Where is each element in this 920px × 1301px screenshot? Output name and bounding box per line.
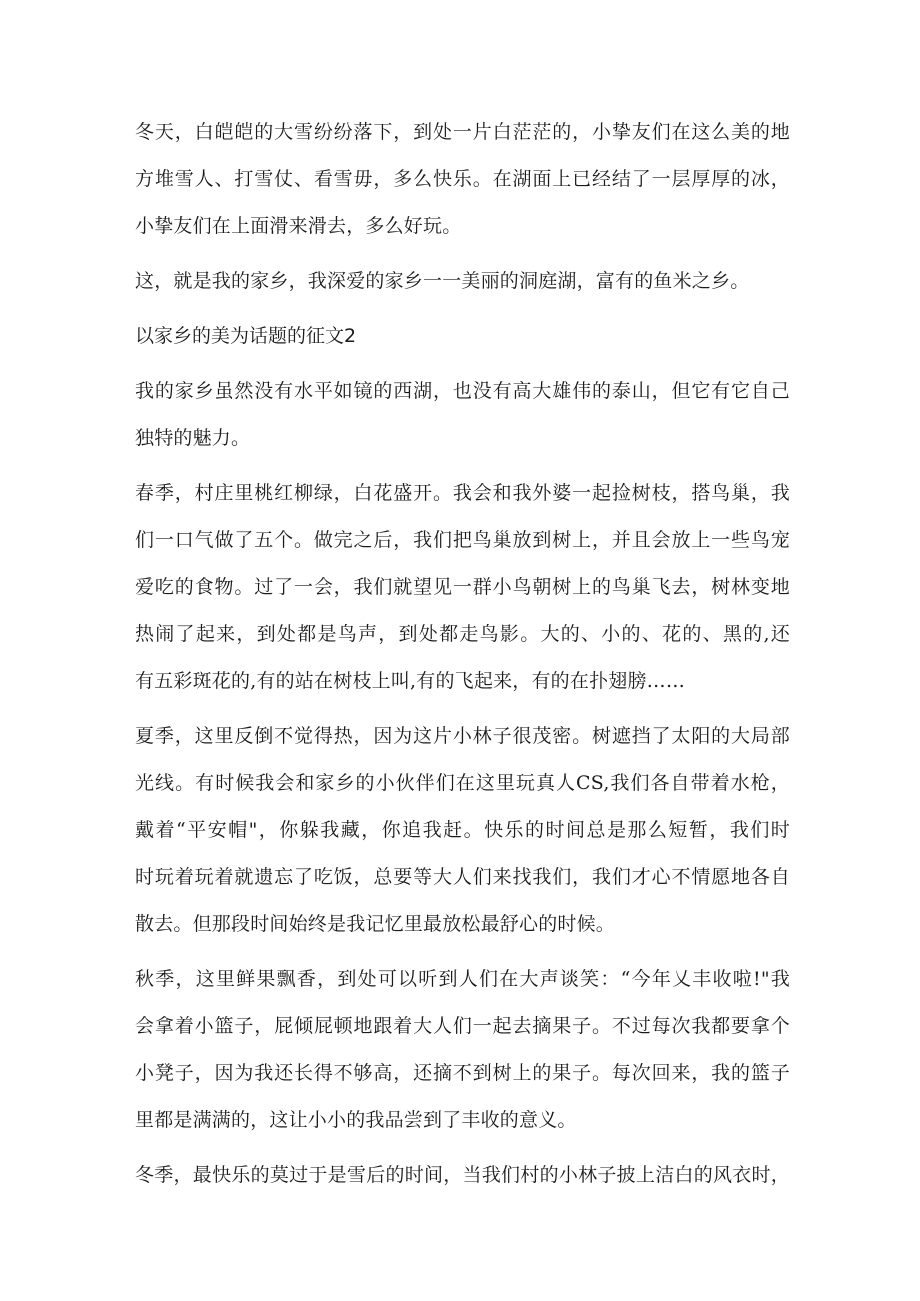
text-line: 热闹了起来，到处都是鸟声，到处都走鸟影。大的、小的、花的、黑的,还 <box>135 623 790 645</box>
text-line: 春季，村庄里桃红柳绿，白花盛开。我会和我外婆一起捡树枝，搭鸟巢，我 <box>135 482 790 504</box>
text-line: 戴着“平安帽"，你躲我藏，你追我赶。快乐的时间总是那么短暂，我们时 <box>135 819 790 841</box>
paragraph <box>135 368 790 462</box>
section-heading: 以家乡的美为话题的征文2 <box>135 325 357 347</box>
text-line: 里都是满满的，这让小小的我品尝到了丰收的意义。 <box>135 1109 577 1131</box>
paragraph <box>135 470 790 705</box>
text-line: 独特的魅力。 <box>135 427 251 449</box>
paragraph <box>135 258 790 305</box>
text-line: 爱吃的食物。过了一会，我们就望见一群小鸟朝树上的鸟巢飞去，树林变地 <box>135 576 790 598</box>
document-page <box>135 109 790 1199</box>
paragraph <box>135 1152 790 1199</box>
paragraph <box>135 713 790 948</box>
text-line: 冬天，白皑皑的大雪纷纷落下，到处一片白茫茫的，小挚友们在这么美的地 <box>135 121 790 143</box>
text-line: 会拿着小篮子，屁倾屁顿地跟着大人们一起去摘果子。不过每次我都要拿个 <box>135 1015 790 1037</box>
text-line: 们一口气做了五个。做完之后，我们把鸟巢放到树上，并且会放上一些鸟宠 <box>135 529 790 551</box>
text-line: 时玩着玩着就遗忘了吃饭，总要等大人们来找我们，我们才心不情愿地各自 <box>135 866 790 888</box>
paragraph <box>135 956 790 1144</box>
text-line: 夏季，这里反倒不觉得热，因为这片小林子很茂密。树遮挡了太阳的大局部 <box>135 725 790 747</box>
text-line: 光线。有时候我会和家乡的小伙伴们在这里玩真人CS,我们各自带着水枪， <box>135 772 790 794</box>
text-line: 方堆雪人、打雪仗、看雪毋，多么快乐。在湖面上已经结了一层厚厚的冰， <box>135 168 790 190</box>
text-line: 冬季，最快乐的莫过于是雪后的时间，当我们村的小林子披上洁白的风衣时， <box>135 1164 790 1186</box>
text-line: 这，就是我的家乡，我深爱的家乡一一美丽的洞庭湖，富有的鱼米之乡。 <box>135 270 750 292</box>
text-line: 有五彩斑花的,有的站在树枝上叫,有的飞起来，有的在扑翅膀…… <box>135 670 686 692</box>
text-line: 散去。但那段时间始终是我记忆里最放松最舒心的时候。 <box>135 913 616 935</box>
text-line: 小凳子，因为我还长得不够高，还摘不到树上的果子。每次回来，我的篮子 <box>135 1062 790 1084</box>
text-line: 我的家乡虽然没有水平如镜的西湖，也没有高大雄伟的泰山，但它有它自己 <box>135 380 790 402</box>
text-line: 小挚友们在上面滑来滑去，多么好玩。 <box>135 215 462 237</box>
text-line: 秋季，这里鲜果飘香，到处可以听到人们在大声谈笑：“今年乂丰收啦!"我 <box>135 968 790 990</box>
paragraph <box>135 109 790 250</box>
